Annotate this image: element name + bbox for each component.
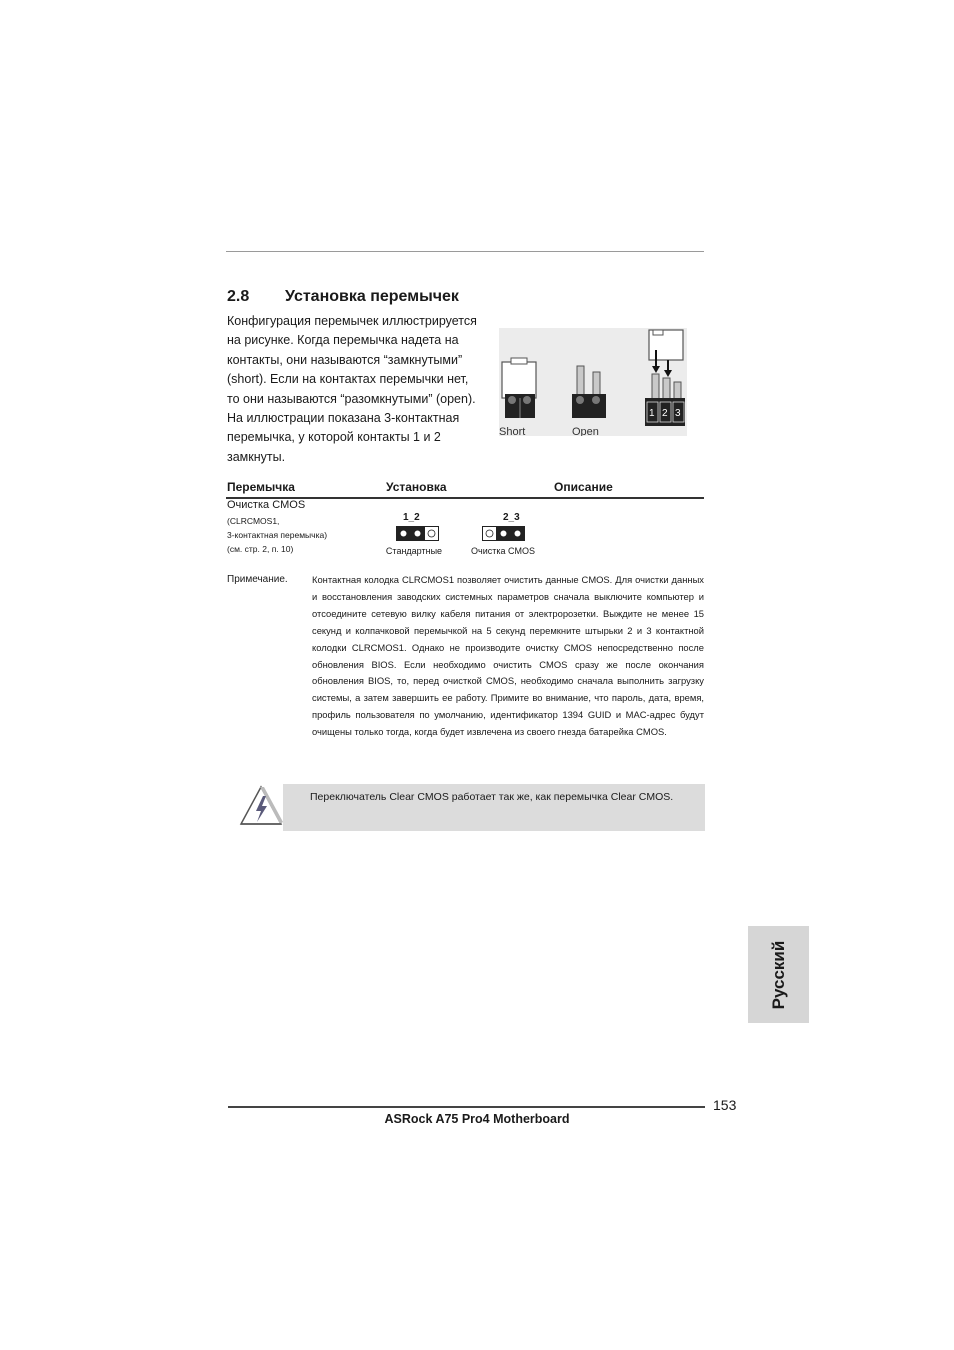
- pin-number: 2: [662, 408, 668, 419]
- bottom-rule: [228, 1106, 705, 1108]
- open-label: Open: [572, 426, 599, 436]
- language-side-tab: [748, 926, 809, 1023]
- intro-line: (short). Если на контактах перемычки нет,: [227, 372, 469, 387]
- language-tab-label: Русский: [768, 940, 788, 1009]
- jumper-name: Очистка CMOS: [227, 499, 306, 511]
- callout-text: Переключатель Clear CMOS работает так же, как перемычка Clear CMOS.: [310, 791, 674, 803]
- open-jumper-drawing: [572, 366, 606, 418]
- page-number: 153: [713, 1097, 737, 1113]
- short-label: Short: [499, 426, 526, 436]
- jumper-figure: [499, 328, 687, 436]
- intro-line: замкнуты.: [227, 449, 286, 464]
- jumper-illustration: [499, 328, 687, 436]
- setting-default-label: Стандартные: [385, 546, 443, 556]
- note-label: Примечание.: [227, 574, 288, 585]
- pin-number: 3: [675, 408, 681, 419]
- column-header-description: Описание: [554, 480, 613, 494]
- intro-line: контакты, они называются “замкнутыми”: [227, 352, 463, 367]
- jumper-setting-default-diagram: [396, 526, 440, 542]
- setting-clear-label: Очистка CMOS: [471, 546, 535, 556]
- intro-line: Конфигурация перемычек иллюстрируется: [227, 314, 477, 328]
- setting-pins-label: 2_3: [503, 512, 520, 523]
- jumper-detail: (CLRCMOS1,: [227, 516, 280, 526]
- setting-pins-label: 1_2: [403, 512, 420, 523]
- jumper-setting-clear-diagram: [482, 526, 526, 542]
- pin-number: 1: [649, 408, 655, 419]
- intro-line: то они называются “разомкнутыми” (open).: [227, 391, 476, 406]
- intro-line: На иллюстрации показана 3-контактная: [227, 411, 460, 426]
- short-jumper-drawing: [502, 358, 536, 418]
- footer-title: ASRock A75 Pro4 Motherboard: [384, 1112, 570, 1126]
- section-title: Установка перемычек: [285, 288, 459, 305]
- top-rule: [226, 251, 704, 252]
- note-text: Контактная колодка CLRCMOS1 позволяет очистить данные CMOS. Для очистки данных и восстановления заводских системных параметров сначала выключите компьютер и отсоедините сетевую вилку кабеля питания от электророзетки. Выждите не менее 15 секунд и колпачковой перемычкой на 5 секунд перемкните штырьки 2 и 3 контактной колодки CLRCMOS1. Однако не производите очистку CMOS непосредственно после обновления BIOS. Если необходимо очистить CMOS сразу же после окончания обновления BIOS, то, перед очисткой CMOS, необходимо сначала выполнить загрузку системы, а затем завершить ее работу. Примите во внимание, что пароль, дата, время, профиль пользователя по умолчанию, идентификатор 1394 GUID и MAC-адрес будут очищены только тогда, когда будет извлечена из своего гнезда батарейка CMOS.: [312, 574, 704, 738]
- column-header-setting: Установка: [386, 480, 447, 494]
- section-number: 2.8: [227, 288, 250, 305]
- intro-line: перемычка, у которой контакты 1 и 2: [227, 430, 441, 445]
- intro-paragraph: [227, 312, 489, 467]
- jumper-detail: (см. стр. 2, п. 10): [227, 544, 294, 554]
- intro-line: на рисунке. Когда перемычка надета на: [227, 333, 459, 348]
- column-header-jumper: Перемычка: [227, 480, 295, 494]
- jumper-detail: 3-контактная перемычка): [227, 530, 328, 540]
- warning-icon: [238, 784, 284, 828]
